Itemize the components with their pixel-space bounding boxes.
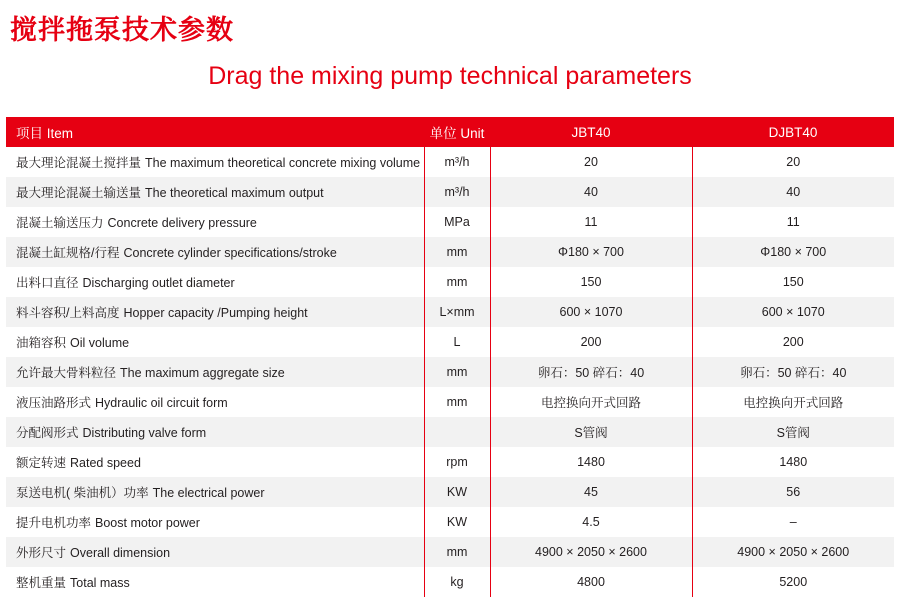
cell-item-cn: 允许最大骨料粒径 [16, 366, 117, 380]
cell-item [6, 387, 424, 417]
cell-value-model-1: 150 [490, 267, 692, 297]
cell-value-model-2: 150 [782, 275, 804, 289]
cell-value-model-2: 电控换向开式回路 [743, 396, 844, 410]
cell-value-model-1: Φ180 × 700 [490, 237, 692, 267]
table-row [6, 387, 894, 417]
cell-item-en: Total mass [70, 576, 130, 590]
cell-unit: mm [424, 387, 490, 417]
cell-item [6, 357, 424, 387]
cell-item [6, 417, 424, 447]
cell-item-cn: 泵送电机( 柴油机）功率 [16, 486, 149, 500]
cell-unit: mm [424, 267, 490, 297]
cell-value-model-1: 600 × 1070 [490, 297, 692, 327]
table-row [6, 237, 894, 267]
cell-value-model-2: 卵石：50 碎石：40 [740, 366, 847, 380]
column-header-item-en: Item [46, 126, 74, 141]
table-row [6, 207, 894, 237]
table-row [6, 567, 894, 597]
column-header-item-cn: 项目 [16, 126, 43, 141]
cell-item-cn: 最大理论混凝土输送量 [16, 186, 142, 200]
cell-value-model-1: 4800 [490, 567, 692, 597]
table-header-row [6, 117, 894, 147]
cell-unit: MPa [424, 207, 490, 237]
table-header [6, 117, 894, 147]
cell-unit: mm [424, 237, 490, 267]
cell-item [6, 477, 424, 507]
cell-item-cn: 出料口直径 [16, 276, 79, 290]
cell-item [6, 507, 424, 537]
cell-value-model-1: 45 [490, 477, 692, 507]
page-title-english: Drag the mixing pump technical parameters [208, 62, 692, 90]
cell-unit: L×mm [424, 297, 490, 327]
cell-item-cn: 分配阀形式 [16, 426, 79, 440]
cell-value-model-1: 电控换向开式回路 [490, 387, 692, 417]
cell-item-cn: 液压油路形式 [16, 396, 92, 410]
table-row [6, 417, 894, 447]
cell-item-en: Distributing valve form [82, 426, 207, 440]
cell-value-model-1: 11 [490, 207, 692, 237]
table-row [6, 477, 894, 507]
table-row [6, 177, 894, 207]
cell-value-model-2: 200 [782, 335, 804, 349]
table-row [6, 297, 894, 327]
cell-item-cn: 整机重量 [16, 576, 67, 590]
cell-item [6, 567, 424, 597]
cell-unit: rpm [424, 447, 490, 477]
cell-value-model-2: 11 [786, 215, 800, 229]
cell-value-model-1: 200 [490, 327, 692, 357]
cell-item-cn: 料斗容积/上料高度 [16, 306, 120, 320]
cell-item-cn: 混凝土缸规格/行程 [16, 246, 120, 260]
specifications-table [6, 117, 894, 597]
table-row [6, 147, 894, 177]
cell-item-cn: 最大理论混凝土搅拌量 [16, 156, 142, 170]
cell-item-en: Discharging outlet diameter [82, 276, 235, 290]
cell-item-cn: 混凝土输送压力 [16, 216, 104, 230]
cell-value-model-1: 20 [490, 147, 692, 177]
cell-value-model-1: 40 [490, 177, 692, 207]
table-row [6, 507, 894, 537]
cell-item [6, 177, 424, 207]
table-row [6, 327, 894, 357]
cell-value-model-2: 5200 [779, 575, 808, 589]
cell-item [6, 267, 424, 297]
table-row [6, 267, 894, 297]
column-header-unit [424, 117, 490, 147]
column-header-unit-cn: 单位 [429, 126, 457, 141]
cell-unit: L [424, 327, 490, 357]
cell-item-en: Overall dimension [70, 546, 171, 560]
column-header-model-1: JBT40 [571, 124, 611, 140]
cell-item [6, 537, 424, 567]
cell-unit: kg [424, 567, 490, 597]
cell-value-model-2: 1480 [779, 455, 808, 469]
cell-value-model-2: 4900 × 2050 × 2600 [737, 545, 850, 559]
cell-value-model-2: 20 [786, 155, 801, 169]
cell-item-en: Concrete cylinder specifications/stroke [123, 246, 337, 260]
cell-value-model-1: 卵石：50 碎石：40 [490, 357, 692, 387]
cell-item [6, 327, 424, 357]
cell-value-model-2: S管阀 [776, 426, 810, 440]
cell-value-model-2: 40 [786, 185, 801, 199]
column-header-item [6, 117, 424, 147]
table-row [6, 537, 894, 567]
cell-item [6, 237, 424, 267]
cell-item-cn: 额定转速 [16, 456, 67, 470]
cell-item [6, 447, 424, 477]
table-row [6, 447, 894, 477]
cell-item-en: The theoretical maximum output [145, 186, 324, 200]
cell-item-en: The maximum aggregate size [120, 366, 285, 380]
cell-unit [424, 417, 490, 447]
cell-item-en: Oil volume [70, 336, 130, 350]
cell-item-cn: 油箱容积 [16, 336, 67, 350]
cell-value-model-1: 4.5 [490, 507, 692, 537]
cell-value-model-1: 4900 × 2050 × 2600 [490, 537, 692, 567]
cell-value-model-1: S管阀 [490, 417, 692, 447]
cell-item-cn: 提升电机功率 [16, 516, 92, 530]
cell-unit: KW [424, 477, 490, 507]
table-body [6, 147, 894, 597]
cell-item [6, 207, 424, 237]
cell-item-cn: 外形尺寸 [16, 546, 67, 560]
cell-unit: m³/h [424, 177, 490, 207]
page-title-chinese: 搅拌拖泵技术参数 [10, 15, 234, 45]
cell-item-en: Rated speed [70, 456, 141, 470]
cell-unit: mm [424, 537, 490, 567]
cell-value-model-2: 56 [786, 485, 801, 499]
cell-value-model-2: 600 × 1070 [761, 305, 825, 319]
cell-item-en: Boost motor power [95, 516, 200, 530]
cell-item-en: Hydraulic oil circuit form [95, 396, 228, 410]
cell-unit: mm [424, 357, 490, 387]
column-header-model-2: DJBT40 [768, 124, 818, 140]
cell-item-en: Concrete delivery pressure [107, 216, 257, 230]
column-header-unit-en: Unit [460, 126, 485, 141]
cell-item [6, 147, 424, 177]
cell-unit: KW [424, 507, 490, 537]
cell-value-model-2: – [789, 515, 797, 529]
cell-item-en: The electrical power [152, 486, 265, 500]
cell-item [6, 297, 424, 327]
cell-item-en: The maximum theoretical concrete mixing volume [145, 156, 421, 170]
table-row [6, 357, 894, 387]
cell-value-model-1: 1480 [490, 447, 692, 477]
cell-unit: m³/h [424, 147, 490, 177]
cell-value-model-2: Φ180 × 700 [760, 245, 827, 259]
cell-item-en: Hopper capacity /Pumping height [123, 306, 308, 320]
